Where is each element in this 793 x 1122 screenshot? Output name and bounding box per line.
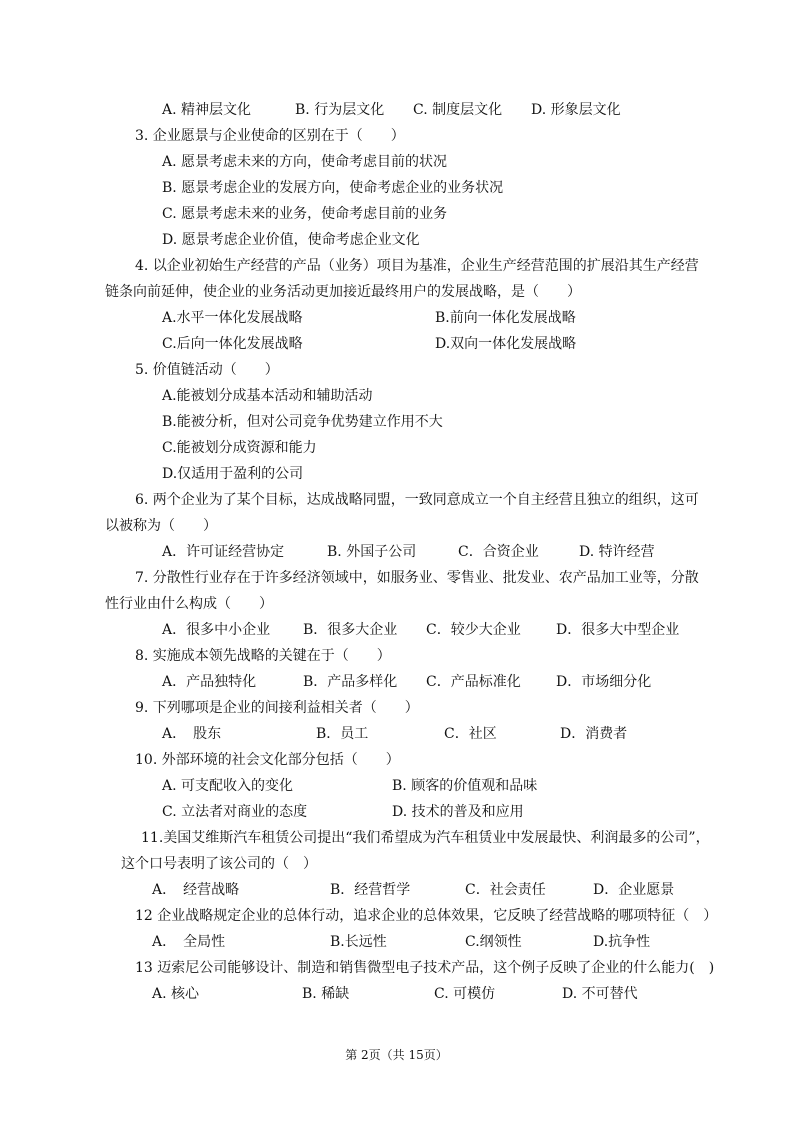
question-9-option-c: C．社区 (444, 726, 497, 742)
question-5-option-d: D.仅适用于盈利的公司 (162, 466, 304, 482)
question-7-stem-line-2: 性行业由什么构成（ ） (105, 596, 273, 612)
question-11-stem-line-1: 11.美国艾维斯汽车租赁公司提出“我们希望成为汽车租赁业中发展最快、利润最多的公司”， (141, 830, 710, 846)
question-4-stem-line-2: 链条向前延伸，使企业的业务活动更加接近最终用户的发展战略，是（ ） (105, 284, 581, 300)
question-9-option-d: D．消费者 (560, 726, 628, 742)
question-6-stem-line-2: 以被称为（ ） (105, 518, 217, 534)
prev-option-d: D. 形象层文化 (531, 102, 621, 118)
question-8-option-a: A．产品独特化 (162, 674, 257, 690)
question-4-stem-line-1: 4. 以企业初始生产经营的产品（业务）项目为基准，企业生产经营范围的扩展沿其生产经营 (135, 258, 699, 274)
question-4-option-c: C.后向一体化发展战略 (162, 336, 303, 352)
prev-option-c: C. 制度层文化 (413, 102, 503, 118)
question-13-option-c: C. 可模仿 (434, 986, 496, 1002)
question-12-option-a: A． 全局性 (152, 934, 226, 950)
question-13-stem: 13 迈索尼公司能够设计、制造和销售微型电子技术产品，这个例子反映了企业的什么能力( ) (135, 960, 715, 976)
question-7-option-d: D．很多大中型企业 (556, 622, 680, 638)
question-10-option-d: D. 技术的普及和应用 (392, 804, 524, 820)
question-5-option-a: A.能被划分成基本活动和辅助活动 (162, 388, 373, 404)
question-10-option-b: B. 顾客的价值观和品味 (392, 778, 538, 794)
question-11-stem-line-2: 这个口号表明了该公司的（ ） (121, 856, 317, 872)
question-11-option-a: A． 经营战略 (152, 882, 240, 898)
question-3-option-a: A. 愿景考虑未来的方向，使命考虑目前的状况 (162, 154, 448, 170)
question-6-option-d: D. 特许经营 (579, 544, 655, 560)
question-4-option-a: A.水平一体化发展战略 (162, 310, 303, 326)
question-4-option-b: B.前向一体化发展战略 (435, 310, 576, 326)
question-3-option-b: B. 愿景考虑企业的发展方向，使命考虑企业的业务状况 (162, 180, 504, 196)
prev-option-a: A. 精神层文化 (162, 102, 252, 118)
question-7-option-a: A．很多中小企业 (162, 622, 271, 638)
question-13-option-d: D. 不可替代 (562, 986, 638, 1002)
question-5-stem: 5. 价值链活动（ ） (135, 362, 279, 378)
question-8-option-b: B．产品多样化 (303, 674, 398, 690)
question-6-option-a: A．许可证经营协定 (162, 544, 285, 560)
question-6-stem-line-1: 6. 两个企业为了某个目标，达成战略同盟，一致同意成立一个自主经营且独立的组织，这可 (135, 492, 699, 508)
question-5-option-c: C.能被划分成资源和能力 (162, 440, 317, 456)
question-8-option-c: C．产品标准化 (426, 674, 521, 690)
question-7-stem-line-1: 7. 分散性行业存在于许多经济领域中，如服务业、零售业、批发业、农产品加工业等，分散 (135, 570, 699, 586)
question-3-option-d: D. 愿景考虑企业价值，使命考虑企业文化 (162, 232, 420, 248)
question-12-option-d: D.抗争性 (593, 934, 651, 950)
question-13-option-b: B. 稀缺 (302, 986, 350, 1002)
question-11-option-d: D．企业愿景 (593, 882, 675, 898)
question-12-option-b: B.长远性 (330, 934, 387, 950)
question-12-stem: 12 企业战略规定企业的总体行动，追求企业的总体效果，它反映了经营战略的哪项特征（ ） (135, 908, 718, 924)
prev-option-b: B. 行为层文化 (295, 102, 385, 118)
question-5-option-b: B.能被分析，但对公司竞争优势建立作用不大 (162, 414, 443, 430)
question-11-option-c: C．社会责任 (465, 882, 546, 898)
question-9-option-a: A． 股东 (162, 726, 222, 742)
question-4-option-d: D.双向一体化发展战略 (435, 336, 577, 352)
question-6-option-c: C．合资企业 (458, 544, 539, 560)
question-10-stem: 10. 外部环境的社会文化部分包括（ ） (135, 752, 400, 768)
question-7-option-b: B．很多大企业 (303, 622, 398, 638)
question-8-option-d: D．市场细分化 (556, 674, 652, 690)
question-7-option-c: C．较少大企业 (426, 622, 521, 638)
page-number-footer: 第 2页（共 15页） (345, 1048, 448, 1062)
question-12-option-c: C.纲领性 (465, 934, 522, 950)
question-11-option-b: B．经营哲学 (330, 882, 411, 898)
question-6-option-b: B. 外国子公司 (327, 544, 417, 560)
question-8-stem: 8. 实施成本领先战略的关键在于（ ） (135, 648, 391, 664)
question-3-option-c: C. 愿景考虑未来的业务，使命考虑目前的业务 (162, 206, 448, 222)
question-3-stem: 3. 企业愿景与企业使命的区别在于（ ） (135, 128, 405, 144)
question-10-option-c: C. 立法者对商业的态度 (162, 804, 308, 820)
question-9-stem: 9. 下列哪项是企业的间接利益相关者（ ） (135, 700, 419, 716)
question-10-option-a: A. 可支配收入的变化 (162, 778, 294, 794)
question-13-option-a: A. 核心 (152, 986, 200, 1002)
question-9-option-b: B．员工 (316, 726, 369, 742)
